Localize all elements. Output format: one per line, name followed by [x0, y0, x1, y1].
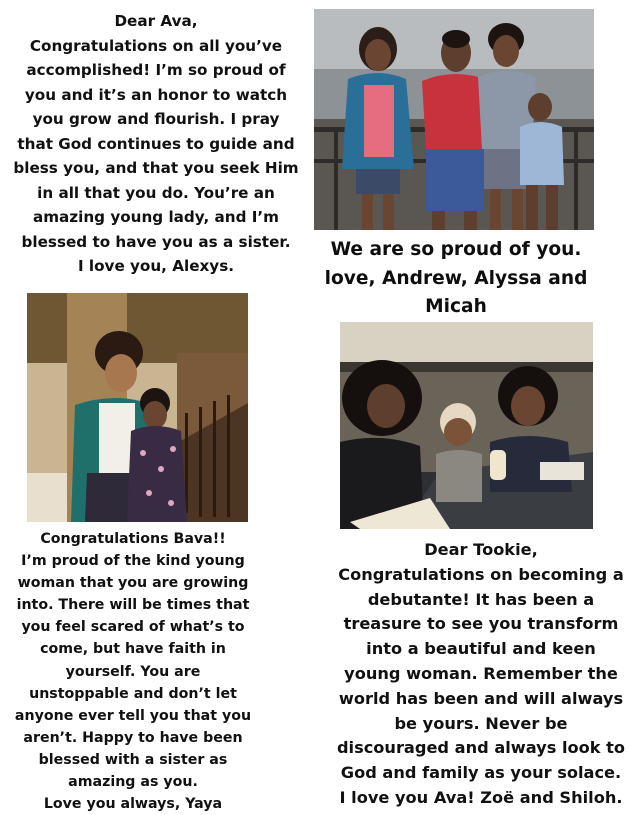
caption-line: love, Andrew, Alyssa and [324, 267, 588, 289]
message-line: I’m proud of the kind young [21, 553, 245, 570]
message-line: I love you, Alexys. [77, 257, 235, 275]
message-line: world has been and will always [338, 688, 624, 708]
message-from-yaya [4, 528, 262, 815]
message-line: amazing as you. [68, 774, 198, 791]
message-line: that God continues to guide and [17, 134, 295, 153]
message-line: Love you always, Yaya [43, 796, 223, 813]
restaurant-photo [340, 322, 593, 529]
message-line: you grow and flourish. I pray [32, 110, 280, 128]
sisters-hug-photo [27, 293, 248, 522]
message-line: discouraged and always look to [336, 738, 626, 758]
caption-line: Micah [425, 296, 487, 317]
message-line: debutante! It has been a [367, 589, 595, 609]
message-line: yourself. You are [65, 663, 201, 680]
message-line: in all that you do. You’re an [37, 183, 275, 202]
message-line: you feel scared of what’s to [21, 619, 245, 636]
message-line: accomplished! I’m so proud of [26, 61, 286, 79]
message-line: treasure to see you transform [343, 614, 619, 634]
message-line: into. There will be times that [16, 597, 250, 614]
message-line: Dear Ava, [114, 12, 198, 30]
restaurant-photo-image [340, 322, 593, 529]
message-line: Dear Tookie, [424, 540, 538, 559]
message-line: Congratulations Bava!! [40, 531, 226, 547]
message-line: anyone ever tell you that you [14, 707, 252, 724]
message-line: woman that you are growing [17, 575, 249, 592]
message-line: amazing young lady, and I’m [32, 208, 280, 226]
message-line: God and family as your solace. [340, 763, 622, 783]
message-line: blessed to have you as a sister. [21, 232, 291, 251]
family-caption [314, 236, 598, 322]
message-line: Congratulations on becoming a [338, 564, 624, 584]
message-line: into a beautiful and keen [366, 639, 596, 659]
message-line: come, but have faith in [40, 641, 226, 658]
message-line: young woman. Remember the [344, 663, 618, 683]
family-photo-image [314, 9, 594, 230]
message-from-alexys [6, 9, 306, 279]
message-line: you and it’s an honor to watch [24, 85, 288, 104]
message-line: be yours. Never be [394, 713, 568, 733]
family-photo [314, 9, 594, 230]
message-line: blessed with a sister as [38, 751, 228, 768]
message-line: I love you Ava! Zoë and Shiloh. [339, 787, 623, 807]
message-line: unstoppable and don’t let [29, 685, 237, 702]
message-line: aren’t. Happy to have been [23, 729, 243, 746]
message-line: Congratulations on all you’ve [29, 36, 283, 55]
message-from-zoe-shiloh [334, 538, 628, 811]
message-line: bless you, and that you seek Him [13, 159, 299, 177]
sisters-hug-photo-image [27, 293, 248, 522]
caption-line: We are so proud of you. [330, 239, 582, 260]
